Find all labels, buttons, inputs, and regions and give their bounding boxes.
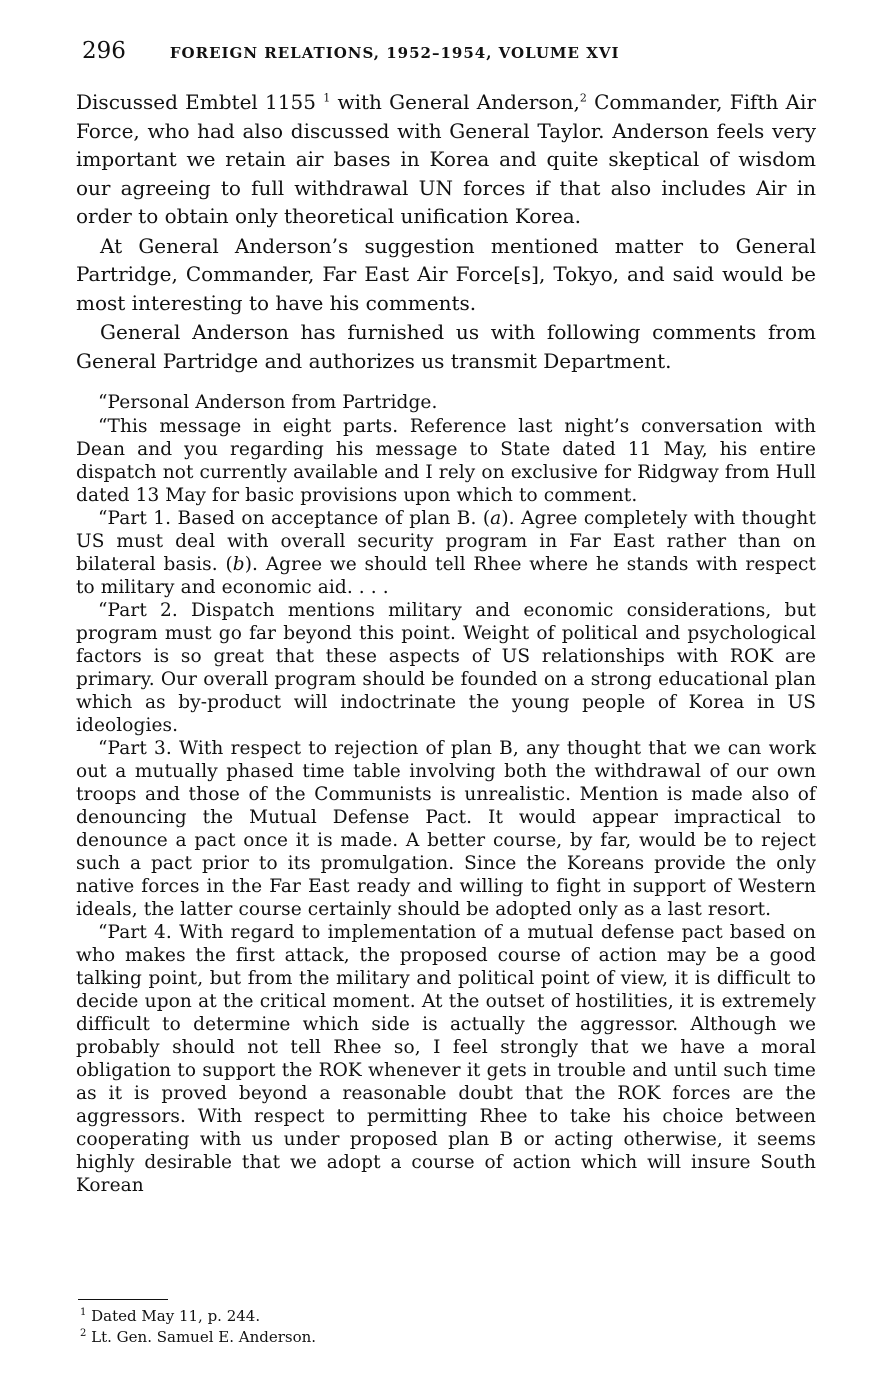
quote-text: ). Agree we should tell Rhee where he stands with respect to military and economic aid. . . . [76, 554, 816, 598]
page-number: 296 [82, 38, 126, 64]
footnote-2 [80, 1327, 780, 1348]
footnote-text: Dated May 11, p. 244. [91, 1307, 261, 1325]
footnote-text: Lt. Gen. Samuel E. Anderson. [91, 1328, 317, 1346]
footnotes [80, 1306, 780, 1348]
footnote-1 [80, 1306, 780, 1327]
footnote-rule [78, 1299, 168, 1300]
body-text: with General Anderson, [330, 90, 580, 114]
quote-paragraph-2: “This message in eight parts. Reference last night’s conversation with Dean and you regarding his message to State dated 11 May, his entire dispatch not currently available and I rely on exclusive for Ridgway from Hull dated 13 May for basic provisions upon which to comment. [76, 416, 816, 506]
item-letter: a [490, 508, 502, 529]
quote-text: “Part 1. Based on acceptance of plan B. ( [98, 508, 491, 529]
footnote-marker: 2 [80, 1328, 87, 1339]
footnote-marker: 1 [80, 1307, 87, 1318]
quoted-message [76, 391, 816, 1197]
body-paragraph-3: General Anderson has furnished us with following comments from General Partridge and authorizes us transmit Department. [76, 320, 816, 373]
quote-text: ). Agree completely with thought US must deal with overall security program in Far East rather than on bilateral basis. ( [76, 508, 816, 575]
quote-paragraph-1: “Personal Anderson from Partridge. [98, 392, 438, 413]
body-paragraph-2: At General Anderson’s suggestion mentioned matter to General Partridge, Commander, Far East Air Force[s], Tokyo, and said would be most interesting to have his comments. [76, 233, 816, 315]
footnote-ref-2[interactable]: 2 [579, 91, 587, 105]
body-text: Discussed Embtel 1155 [76, 90, 316, 114]
page-header [82, 38, 802, 64]
body-text: Commander, Fifth Air Force, who had also discussed with General Taylor. Anderson feels very important we retain air bases in Korea and quite skeptical of wisdom our agreeing to full withdrawal UN forces if that also includes Air in order to obtain only theoretical unification Korea. [76, 90, 817, 228]
item-letter: b [232, 554, 245, 575]
quote-paragraph-part-1 [76, 507, 816, 599]
running-head: FOREIGN RELATIONS, 1952–1954, VOLUME XVI [169, 44, 620, 62]
main-text [76, 88, 816, 1197]
body-paragraph-1 [76, 88, 816, 231]
footnote-ref-1[interactable]: 1 [323, 91, 331, 105]
quote-paragraph-part-4: “Part 4. With regard to implementation of a mutual defense pact based on who makes the first attack, the proposed course of action may be a good talking point, but from the military and political point of view, it is difficult to decide upon at the critical moment. At the outset of hostilities, it is extremely difficult to determine which side is actually the aggressor. Although we probably should not tell Rhee so, I feel strongly that we have a moral obligation to support the ROK whenever it gets in trouble and until such time as it is proved beyond a reasonable doubt that the ROK forces are the aggressors. With respect to permitting Rhee to take his choice between cooperating with us under proposed plan B or acting otherwise, it seems highly desirable that we adopt a course of action which will insure South Korean [76, 922, 816, 1196]
quote-paragraph-part-3: “Part 3. With respect to rejection of plan B, any thought that we can work out a mutually phased time table involving both the withdrawal of our own troops and those of the Communists is unrealistic. Mention is made also of denouncing the Mutual Defense Pact. It would appear impractical to denounce a pact once it is made. A better course, by far, would be to reject such a pact prior to its promulgation. Since the Koreans provide the only native forces in the Far East ready and willing to fight in support of Western ideals, the latter course certainly should be adopted only as a last resort. [76, 738, 816, 920]
quote-paragraph-part-2: “Part 2. Dispatch mentions military and economic considerations, but program must go far beyond this point. Weight of political and psychological factors is so great that these aspects of US relationships with ROK are primary. Our overall program should be founded on a strong educational plan which as by-product will indoctrinate the young people of Korea in US ideologies. [76, 600, 816, 736]
